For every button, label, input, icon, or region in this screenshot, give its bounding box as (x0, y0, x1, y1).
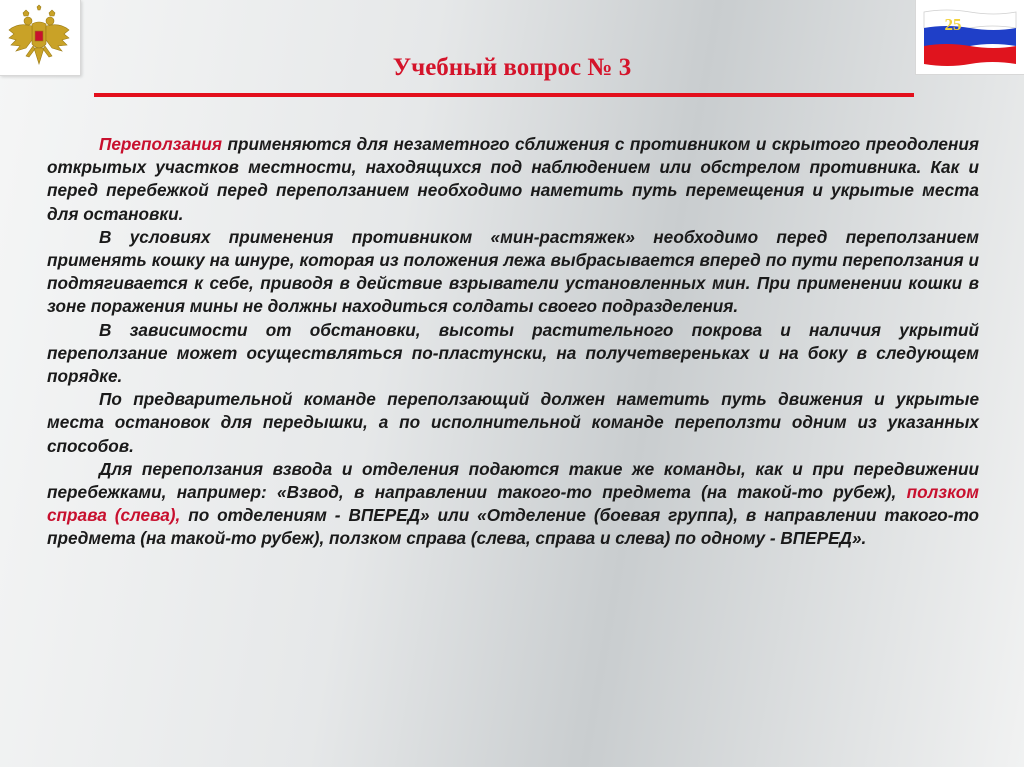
highlighted-term: Переползания (99, 134, 222, 154)
paragraph-platoon-commands (47, 458, 979, 551)
paragraph-text: применяются для незаметного сближения с противником и скрытого преодоления открытых участков местности, находящихся под наблюдением или обстрелом противника. Как и перед перебежкой перед переползанием необходимо наметить путь перемещения и укрытые места для остановки. (47, 134, 979, 224)
paragraph-preliminary-command: По предварительной команде переползающий должен наметить путь движения и укрытые места остановок для передышки, а по исполнительной команде переползти одним из указанных способов. (47, 389, 979, 456)
paragraph-tripwire-mines: В условиях применения противником «мин-растяжек» необходимо перед переползанием применять кошку на шнуре, которая из положения лежа выбрасывается вперед по пути переползания и подтягивается к себе, приводя в действие взрыватели установленных мин. При применении кошки в зоне поражения мины не должны находиться солдаты своего подразделения. (47, 226, 979, 317)
highlighted-command: ползком справа (слева), (47, 482, 979, 526)
page-number: 25 (944, 15, 962, 34)
slide-title: Учебный вопрос № 3 (392, 54, 632, 81)
paragraph-text: по отделениям - ВПЕРЕД» или «Отделение (боевая группа), в направлении такого-то предмета (на такой-то рубеж), ползком справа (слева, справа и слева) по одному - ВПЕРЕД». (47, 505, 980, 549)
paragraph-text: Для переползания взвода и отделения подаются такие же команды, как и при передвижении перебежками, например: «Взвод, в направлении такого-то предмета (на такой-то рубеж), (47, 458, 979, 503)
title-underline (94, 93, 914, 97)
paragraph-crawling-methods: В зависимости от обстановки, высоты растительного покрова и наличия укрытий переползание может осуществляться по-пластунски, на получетвереньках и на боку в следующем порядке. (47, 319, 979, 387)
body-text (47, 133, 979, 551)
paragraph-crawling-definition (47, 133, 979, 226)
